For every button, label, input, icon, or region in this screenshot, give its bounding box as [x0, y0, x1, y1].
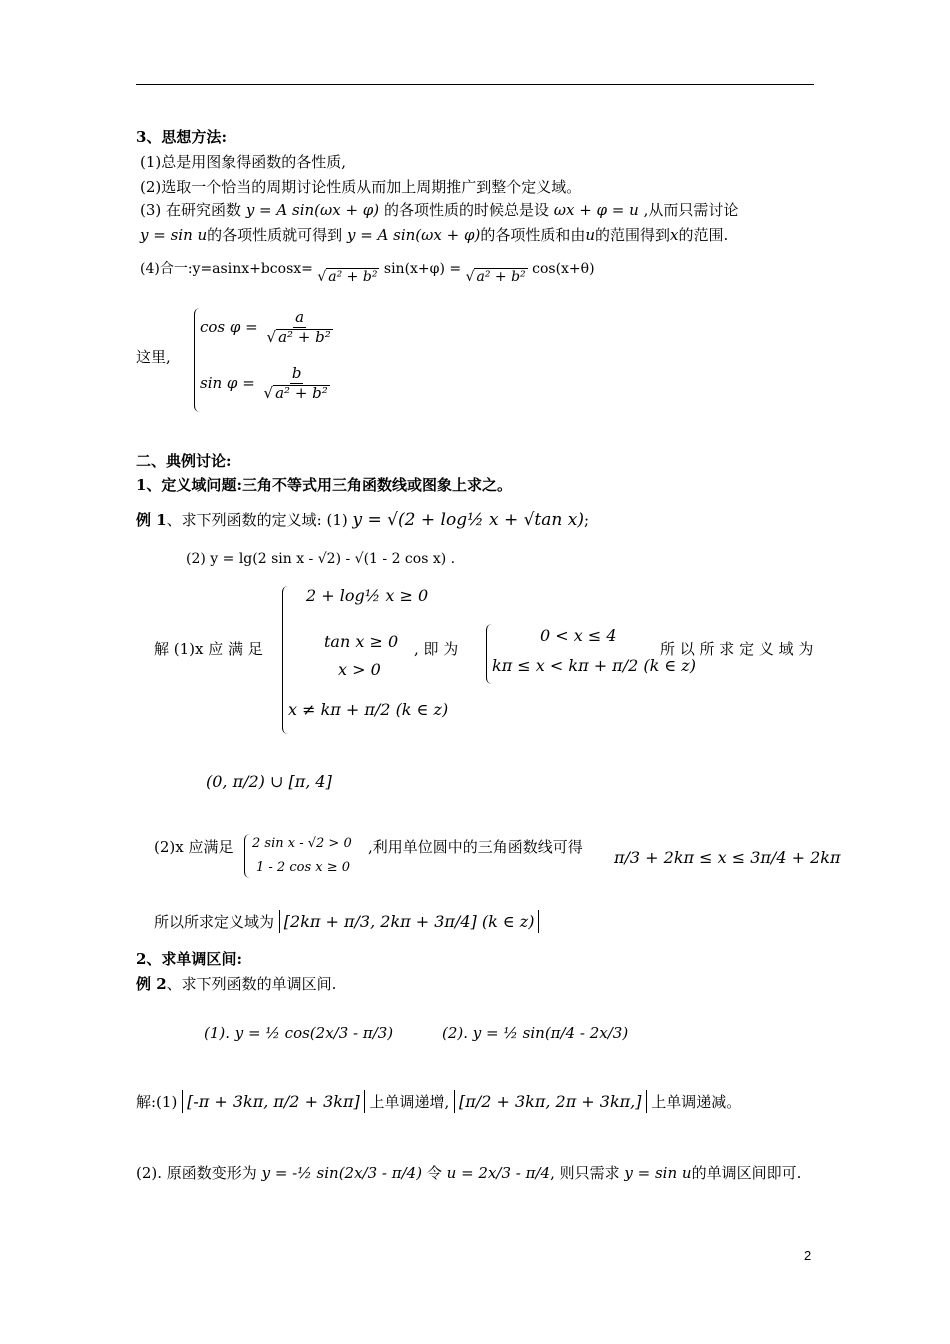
- text: (4)合一:y=asinx+bcosx=: [140, 261, 313, 277]
- paragraph: (1)总是用图象得函数的各性质,: [140, 153, 347, 171]
- formula: [2kπ + π/3, 2kπ + 3π/4] (k ∈ z): [279, 910, 540, 933]
- text: 的单调区间即可.: [691, 1164, 802, 1182]
- formula: x > 0: [338, 660, 381, 679]
- text: 、求下列函数的定义域: (1): [166, 511, 348, 529]
- text: , 即 为: [414, 640, 459, 658]
- paragraph: (2)选取一个恰当的周期讨论性质从而加上周期推广到整个定义域。: [140, 178, 582, 196]
- formula: (1). y = ½ cos(2x/3 - π/3): [204, 1024, 394, 1042]
- formula: y = -½ sin(2x/3 - π/4): [261, 1164, 423, 1182]
- formula: (0, π/2) ∪ [π, 4]: [206, 772, 332, 791]
- formula: u = 2x/3 - π/4: [446, 1164, 551, 1182]
- paragraph: [140, 201, 738, 219]
- formula: 2 sin x - √2 > 0: [252, 836, 352, 851]
- text: 令: [426, 1164, 442, 1182]
- example-label: 例 1: [136, 511, 167, 529]
- paragraph: [136, 1092, 741, 1111]
- example-line: [136, 510, 589, 530]
- left-brace: [244, 834, 251, 878]
- formula: cos φ = $\frac{a}{\text{√ a² + b²}}$: [200, 308, 331, 346]
- formula: a² + b²: [328, 269, 378, 285]
- formula: (2). y = ½ sin(π/4 - 2x/3): [442, 1024, 629, 1042]
- text: 、求下列函数的单调区间.: [166, 975, 337, 993]
- paragraph: [136, 1164, 801, 1182]
- formula: [π/2 + 3kπ, 2π + 3kπ,]: [454, 1090, 646, 1113]
- formula: y = √(2 + log½ x + √tan x): [352, 510, 584, 530]
- text: 解:(1): [136, 1093, 178, 1111]
- text: 所以所求定义域为 [2kπ + π/3, 2kπ + 3π/4] (k ∈ z): [154, 912, 539, 931]
- example-line: [136, 975, 336, 993]
- text: 的范围.: [678, 226, 729, 244]
- text: (2)x 应满足: [154, 838, 234, 856]
- formula: π/3 + 2kπ ≤ x ≤ 3π/4 + 2kπ: [614, 848, 841, 867]
- formula: y = sin u: [140, 226, 208, 244]
- formula: a² + b²: [476, 269, 526, 285]
- formula: kπ ≤ x < kπ + π/2 (k ∈ z): [492, 656, 696, 675]
- text: cos(x+θ): [532, 261, 595, 277]
- text: 的范围得到: [595, 226, 671, 244]
- example-label: 例 2: [136, 975, 167, 993]
- formula: 0 < x ≤ 4: [540, 626, 617, 645]
- formula: tan x ≥ 0: [324, 632, 399, 651]
- variable: x: [670, 226, 679, 244]
- formula: sin φ = $\frac{b}{\text{√ a² + b²}}$: [200, 364, 328, 402]
- section-heading: 3、思想方法:: [136, 128, 227, 146]
- paragraph: (4)合一:y=asinx+bcosx= √ a² + b² sin(x+φ) = √ a² + b² cos(x+θ): [140, 261, 595, 285]
- page-number: 2: [804, 1248, 812, 1263]
- text: , 则只需求: [550, 1164, 620, 1182]
- formula: y = sin u: [624, 1164, 692, 1182]
- section-heading: 1、定义域问题:三角不等式用三角函数线或图象上求之。: [136, 476, 512, 494]
- text: ,利用单位圆中的三角函数线可得: [368, 838, 583, 856]
- formula: y = A sin(ωx + φ): [346, 226, 481, 244]
- text: ;: [583, 511, 590, 529]
- formula: (2) y = lg(2 sin x - √2) - √(1 - 2 cos x) .: [186, 551, 456, 567]
- text: 上单调递减。: [651, 1093, 742, 1111]
- variable: u: [585, 226, 595, 244]
- formula: [-π + 3kπ, π/2 + 3kπ]: [182, 1090, 365, 1113]
- text: 的各项性质和由: [480, 226, 586, 244]
- paragraph: [140, 226, 728, 244]
- formula: y = A sin(ωx + φ): [245, 201, 380, 219]
- text: ,从而只需讨论: [643, 201, 739, 219]
- text: (3) 在研究函数: [140, 201, 242, 219]
- header-rule: [136, 84, 814, 85]
- text: sin(x+φ) =: [383, 261, 462, 277]
- text: 这里,: [136, 348, 171, 366]
- formula: 1 - 2 cos x ≥ 0: [256, 860, 351, 875]
- text: 的各项性质就可得到: [207, 226, 343, 244]
- formula: ωx + φ = u: [553, 201, 639, 219]
- text: (2). 原函数变形为: [136, 1164, 257, 1182]
- text: 解 (1)x 应 满 足: [154, 640, 263, 658]
- text: 所 以 所 求 定 义 域 为: [660, 640, 814, 658]
- text: 上单调递增,: [369, 1093, 450, 1111]
- section-heading: 2、求单调区间:: [136, 950, 242, 968]
- text: 的各项性质的时候总是设: [383, 201, 549, 219]
- formula: x ≠ kπ + π/2 (k ∈ z): [288, 700, 449, 719]
- formula: 2 + log½ x ≥ 0: [306, 586, 429, 605]
- section-heading: 二、典例讨论:: [136, 452, 232, 470]
